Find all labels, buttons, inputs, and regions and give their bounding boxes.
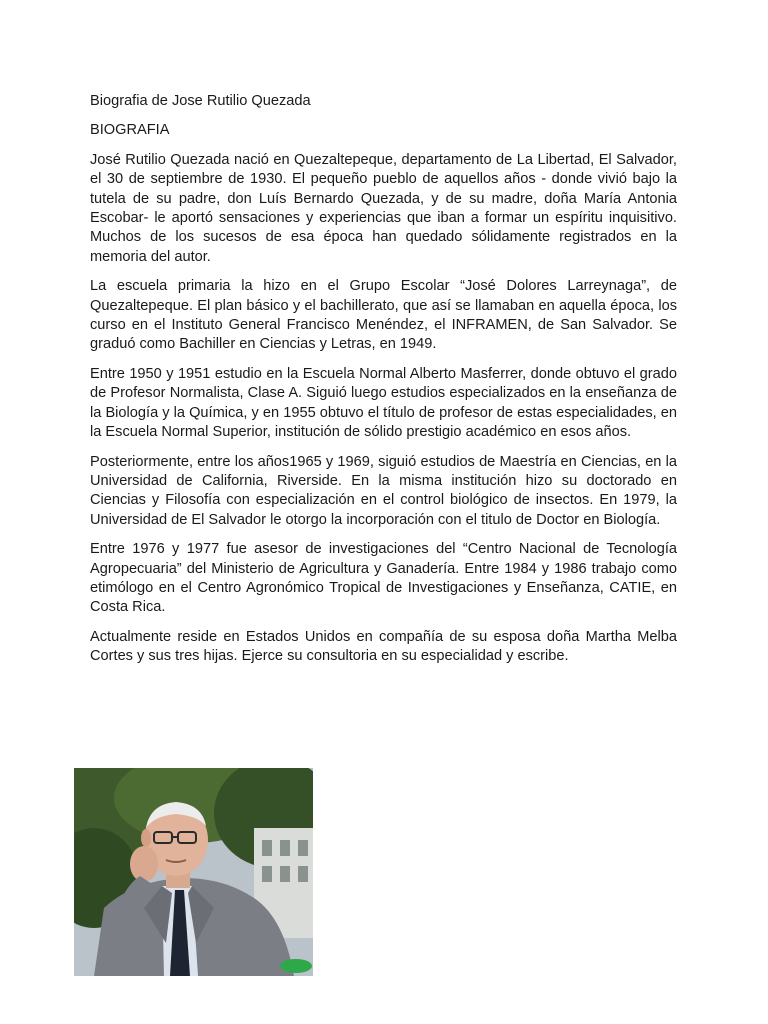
paragraph-graduate-studies: Posteriormente, entre los años1965 y 1969, siguió estudios de Maestría en Ciencias, en la Universidad de California, Riverside. En la misma institución hizo su doctorado en Ciencias y Filosofía con especialización en el control biológico de insectos. En 1979, la Universidad de El Salvador le otorgo la incorporación con el titulo de Doctor en Biología. — [90, 453, 677, 528]
portrait-illustration — [74, 768, 313, 976]
paragraph-career: Entre 1976 y 1977 fue asesor de investigaciones del “Centro Nacional de Tecnología Agropecuaria” del Ministerio de Agricultura y Ganadería. Entre 1984 y 1986 trabajo como etimólogo en el Centro Agronómico Tropical de Investigaciones y Enseñanza, CATIE, en Costa Rica. — [90, 541, 677, 616]
section-heading: BIOGRAFIA — [90, 122, 170, 139]
document-body — [90, 92, 677, 677]
paragraph-current-life: Actualmente reside en Estados Unidos en compañía de su esposa doña Martha Melba Cortes y sus tres hijas. Ejerce su consultoria en su especialidad y escribe. — [90, 628, 677, 665]
paragraph-birth: José Rutilio Quezada nació en Quezaltepeque, departamento de La Libertad, El Salvador, el 30 de septiembre de 1930. El pequeño pueblo de aquellos años - donde vivió bajo la tutela de su padre, don Luís Bernardo Quezada, y de su madre, doña María Antonia Escobar- le aportó sensaciones y experiencias que iban a formar un espíritu inquisitivo. Muchos de los sucesos de esa época han quedado sólidamente registrados en la memoria del autor. — [90, 151, 677, 265]
paragraph-schooling: La escuela primaria la hizo en el Grupo Escolar “José Dolores Larreynaga”, de Quezaltepeque. El plan básico y el bachillerato, que así se llamaban en aquella época, los curso en el Instituto General Francisco Menéndez, el INFRAMEN, de San Salvador. Se graduó como Bachiller en Ciencias y Letras, en 1949. — [90, 278, 677, 353]
paragraph-teacher-training: Entre 1950 y 1951 estudio en la Escuela Normal Alberto Masferrer, donde obtuvo el grado de Profesor Normalista, Clase A. Siguió luego estudios especializados en la enseñanza de la Biología y la Química, y en 1955 obtuvo el título de profesor de estas especialidades, en la Escuela Normal Superior, institución de sólido prestigio académico en esos años. — [90, 365, 677, 441]
document-title: Biografia de Jose Rutilio Quezada — [90, 93, 311, 109]
portrait-photo — [74, 768, 313, 976]
